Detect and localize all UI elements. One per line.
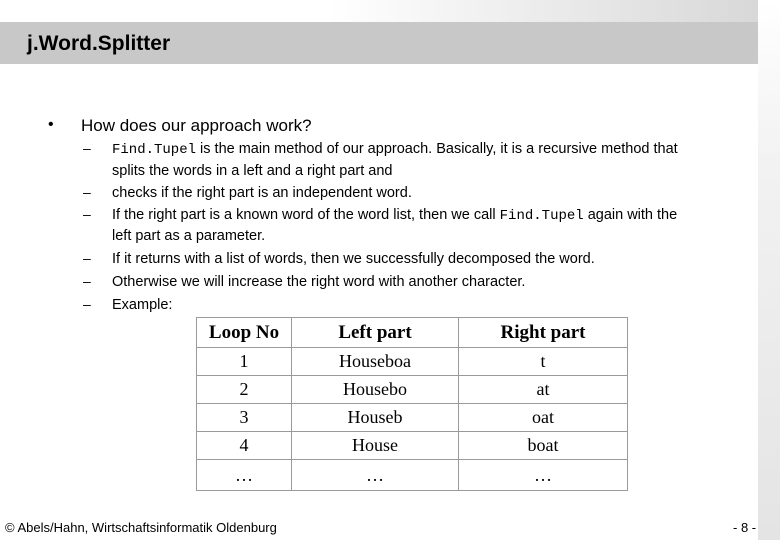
sub-item-text: If the right part is a known word of the word list, then we call bbox=[112, 207, 500, 223]
table-row bbox=[197, 376, 628, 404]
header-right-part: Right part bbox=[459, 318, 628, 348]
cell-right-part: boat bbox=[459, 432, 628, 460]
table-row bbox=[197, 460, 628, 491]
right-strip bbox=[758, 0, 780, 540]
cell-loop-no: 3 bbox=[197, 404, 292, 432]
code-term: Find.Tupel bbox=[112, 142, 197, 158]
table-row bbox=[197, 404, 628, 432]
sub-item-line: left part as a parameter. bbox=[112, 228, 266, 244]
sub-item-line: Otherwise we will increase the right word with another character. bbox=[112, 274, 526, 290]
cell-left-part: House bbox=[292, 432, 459, 460]
sub-item-text: is the main method of our approach. Basically, it is a recursive method that bbox=[196, 141, 678, 157]
example-table bbox=[196, 317, 628, 491]
cell-right-part: at bbox=[459, 376, 628, 404]
dash-icon: – bbox=[83, 296, 91, 312]
cell-left-part: … bbox=[292, 460, 459, 491]
cell-left-part: Houseboa bbox=[292, 348, 459, 376]
header-loop-no: Loop No bbox=[197, 318, 292, 348]
cell-right-part: oat bbox=[459, 404, 628, 432]
slide-title: j.Word.Splitter bbox=[27, 32, 171, 55]
sub-item-line: splits the words in a left and a right part and bbox=[112, 163, 393, 179]
cell-left-part: Houseb bbox=[292, 404, 459, 432]
sub-item-line: Example: bbox=[112, 297, 173, 313]
sub-item-line: checks if the right part is an independent word. bbox=[112, 185, 412, 201]
cell-right-part: … bbox=[459, 460, 628, 491]
header-left-part: Left part bbox=[292, 318, 459, 348]
cell-loop-no: … bbox=[197, 460, 292, 491]
dash-icon: – bbox=[83, 206, 91, 222]
bullet-icon: • bbox=[48, 116, 54, 133]
dash-icon: – bbox=[83, 273, 91, 289]
table-row bbox=[197, 432, 628, 460]
main-point: How does our approach work? bbox=[81, 116, 312, 135]
sub-item-line bbox=[112, 204, 752, 227]
cell-loop-no: 4 bbox=[197, 432, 292, 460]
footer-copyright: © Abels/Hahn, Wirtschaftsinformatik Oldenburg bbox=[5, 520, 277, 535]
table-header-row bbox=[197, 318, 628, 348]
dash-icon: – bbox=[83, 184, 91, 200]
dash-icon: – bbox=[83, 140, 91, 156]
sub-item-text: again with the bbox=[583, 207, 678, 223]
sub-item-line bbox=[112, 138, 752, 161]
code-term: Find.Tupel bbox=[499, 208, 584, 224]
table-row bbox=[197, 348, 628, 376]
cell-left-part: Housebo bbox=[292, 376, 459, 404]
cell-loop-no: 2 bbox=[197, 376, 292, 404]
sub-item-line: If it returns with a list of words, then we successfully decomposed the word. bbox=[112, 251, 595, 267]
cell-right-part: t bbox=[459, 348, 628, 376]
top-band bbox=[0, 0, 780, 22]
dash-icon: – bbox=[83, 250, 91, 266]
page-number: - 8 - bbox=[733, 520, 757, 535]
cell-loop-no: 1 bbox=[197, 348, 292, 376]
